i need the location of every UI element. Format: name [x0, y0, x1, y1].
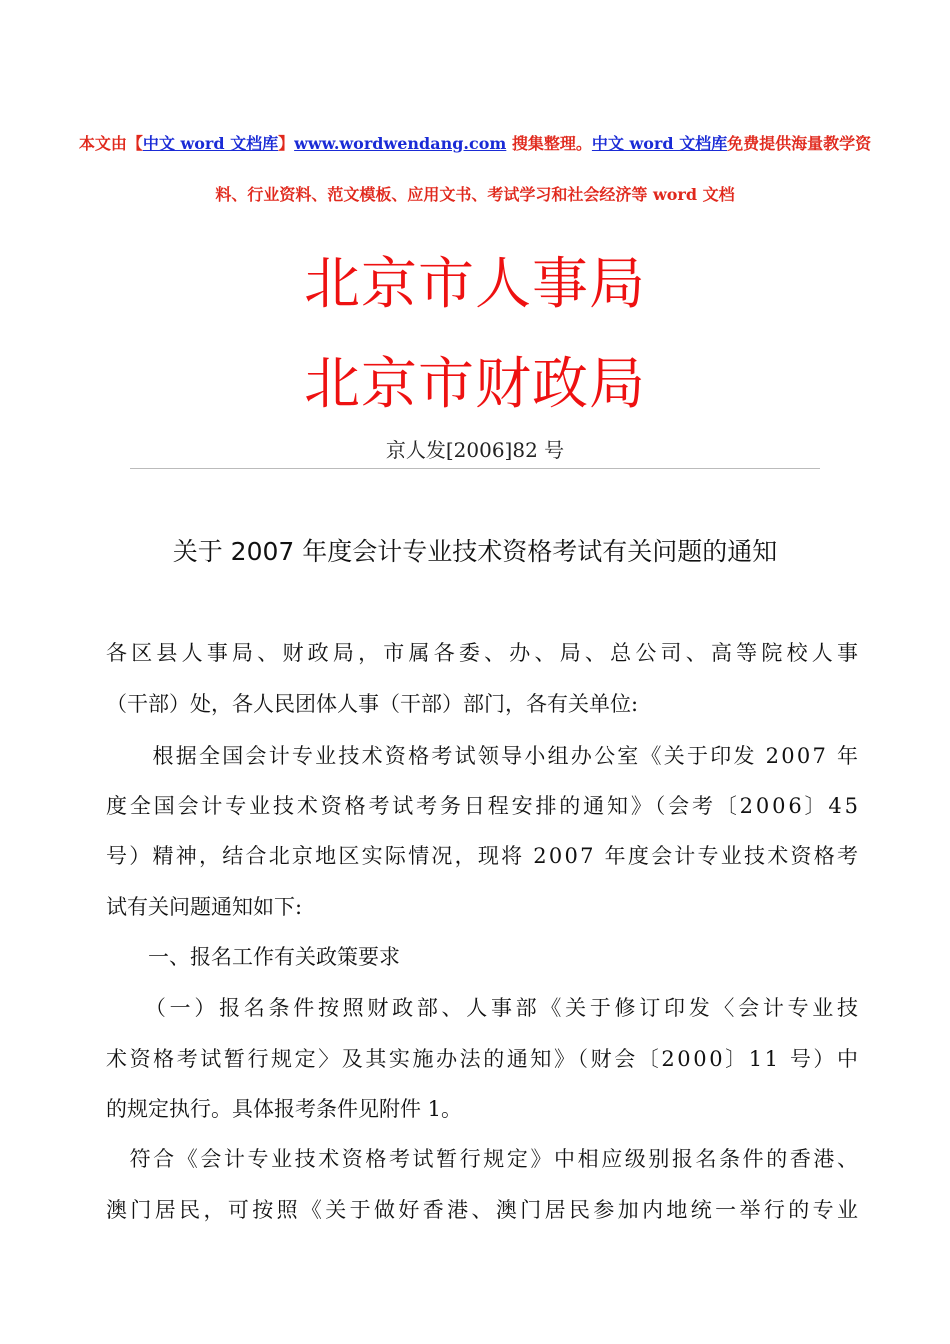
header-divider	[130, 468, 820, 469]
banner-link-library[interactable]: 中文 word 文档库	[142, 134, 279, 153]
banner-suffix: 免费提供海量教学资	[727, 134, 872, 153]
body-line: 根据全国会计专业技术资格考试领导小组办公室《关于印发 2007 年	[106, 744, 861, 768]
body-line: 符合《会计专业技术资格考试暂行规定》中相应级别报名条件的香港、	[106, 1147, 861, 1171]
body-line: 术资格考试暂行规定〉及其实施办法的通知》（财会〔2000〕11 号）中	[106, 1047, 861, 1071]
body-line: 一、报名工作有关政策要求	[106, 945, 400, 969]
body-line: 度全国会计专业技术资格考试考务日程安排的通知》（会考〔2006〕45	[106, 794, 861, 818]
body-line: （干部）处，各人民团体人事（干部）部门，各有关单位:	[106, 692, 639, 716]
banner-collected: 搜集整理。	[506, 134, 592, 153]
banner-line-1	[0, 131, 950, 154]
body-line: （一）报名条件按照财政部、人事部《关于修订印发〈会计专业技	[106, 996, 862, 1020]
banner-bracket: 】	[278, 134, 295, 153]
banner-prefix: 本文由【	[78, 134, 143, 153]
banner-line-2: 料、行业资料、范文模板、应用文书、考试学习和社会经济等 word 文档	[215, 185, 735, 204]
body-line: 澳门居民，可按照《关于做好香港、澳门居民参加内地统一举行的专业	[106, 1198, 862, 1222]
document-title: 关于 2007 年度会计专业技术资格考试有关问题的通知	[172, 537, 778, 566]
body-line: 的规定执行。具体报考条件见附件 1。	[106, 1097, 463, 1121]
issuing-org-finance-bureau: 北京市财政局	[304, 352, 646, 417]
issuing-org-personnel-bureau: 北京市人事局	[304, 252, 646, 317]
document-number: 京人发[2006]82 号	[385, 438, 565, 462]
body-line: 试有关问题通知如下:	[106, 895, 303, 919]
body-line: 各区县人事局、财政局，市属各委、办、局、总公司、高等院校人事	[106, 641, 863, 665]
banner-link-library-2[interactable]: 中文 word 文档库	[591, 134, 728, 153]
body-line: 号）精神，结合北京地区实际情况，现将 2007 年度会计专业技术资格考	[106, 844, 861, 868]
banner-link-url[interactable]: www.wordwendang.com	[294, 134, 507, 153]
